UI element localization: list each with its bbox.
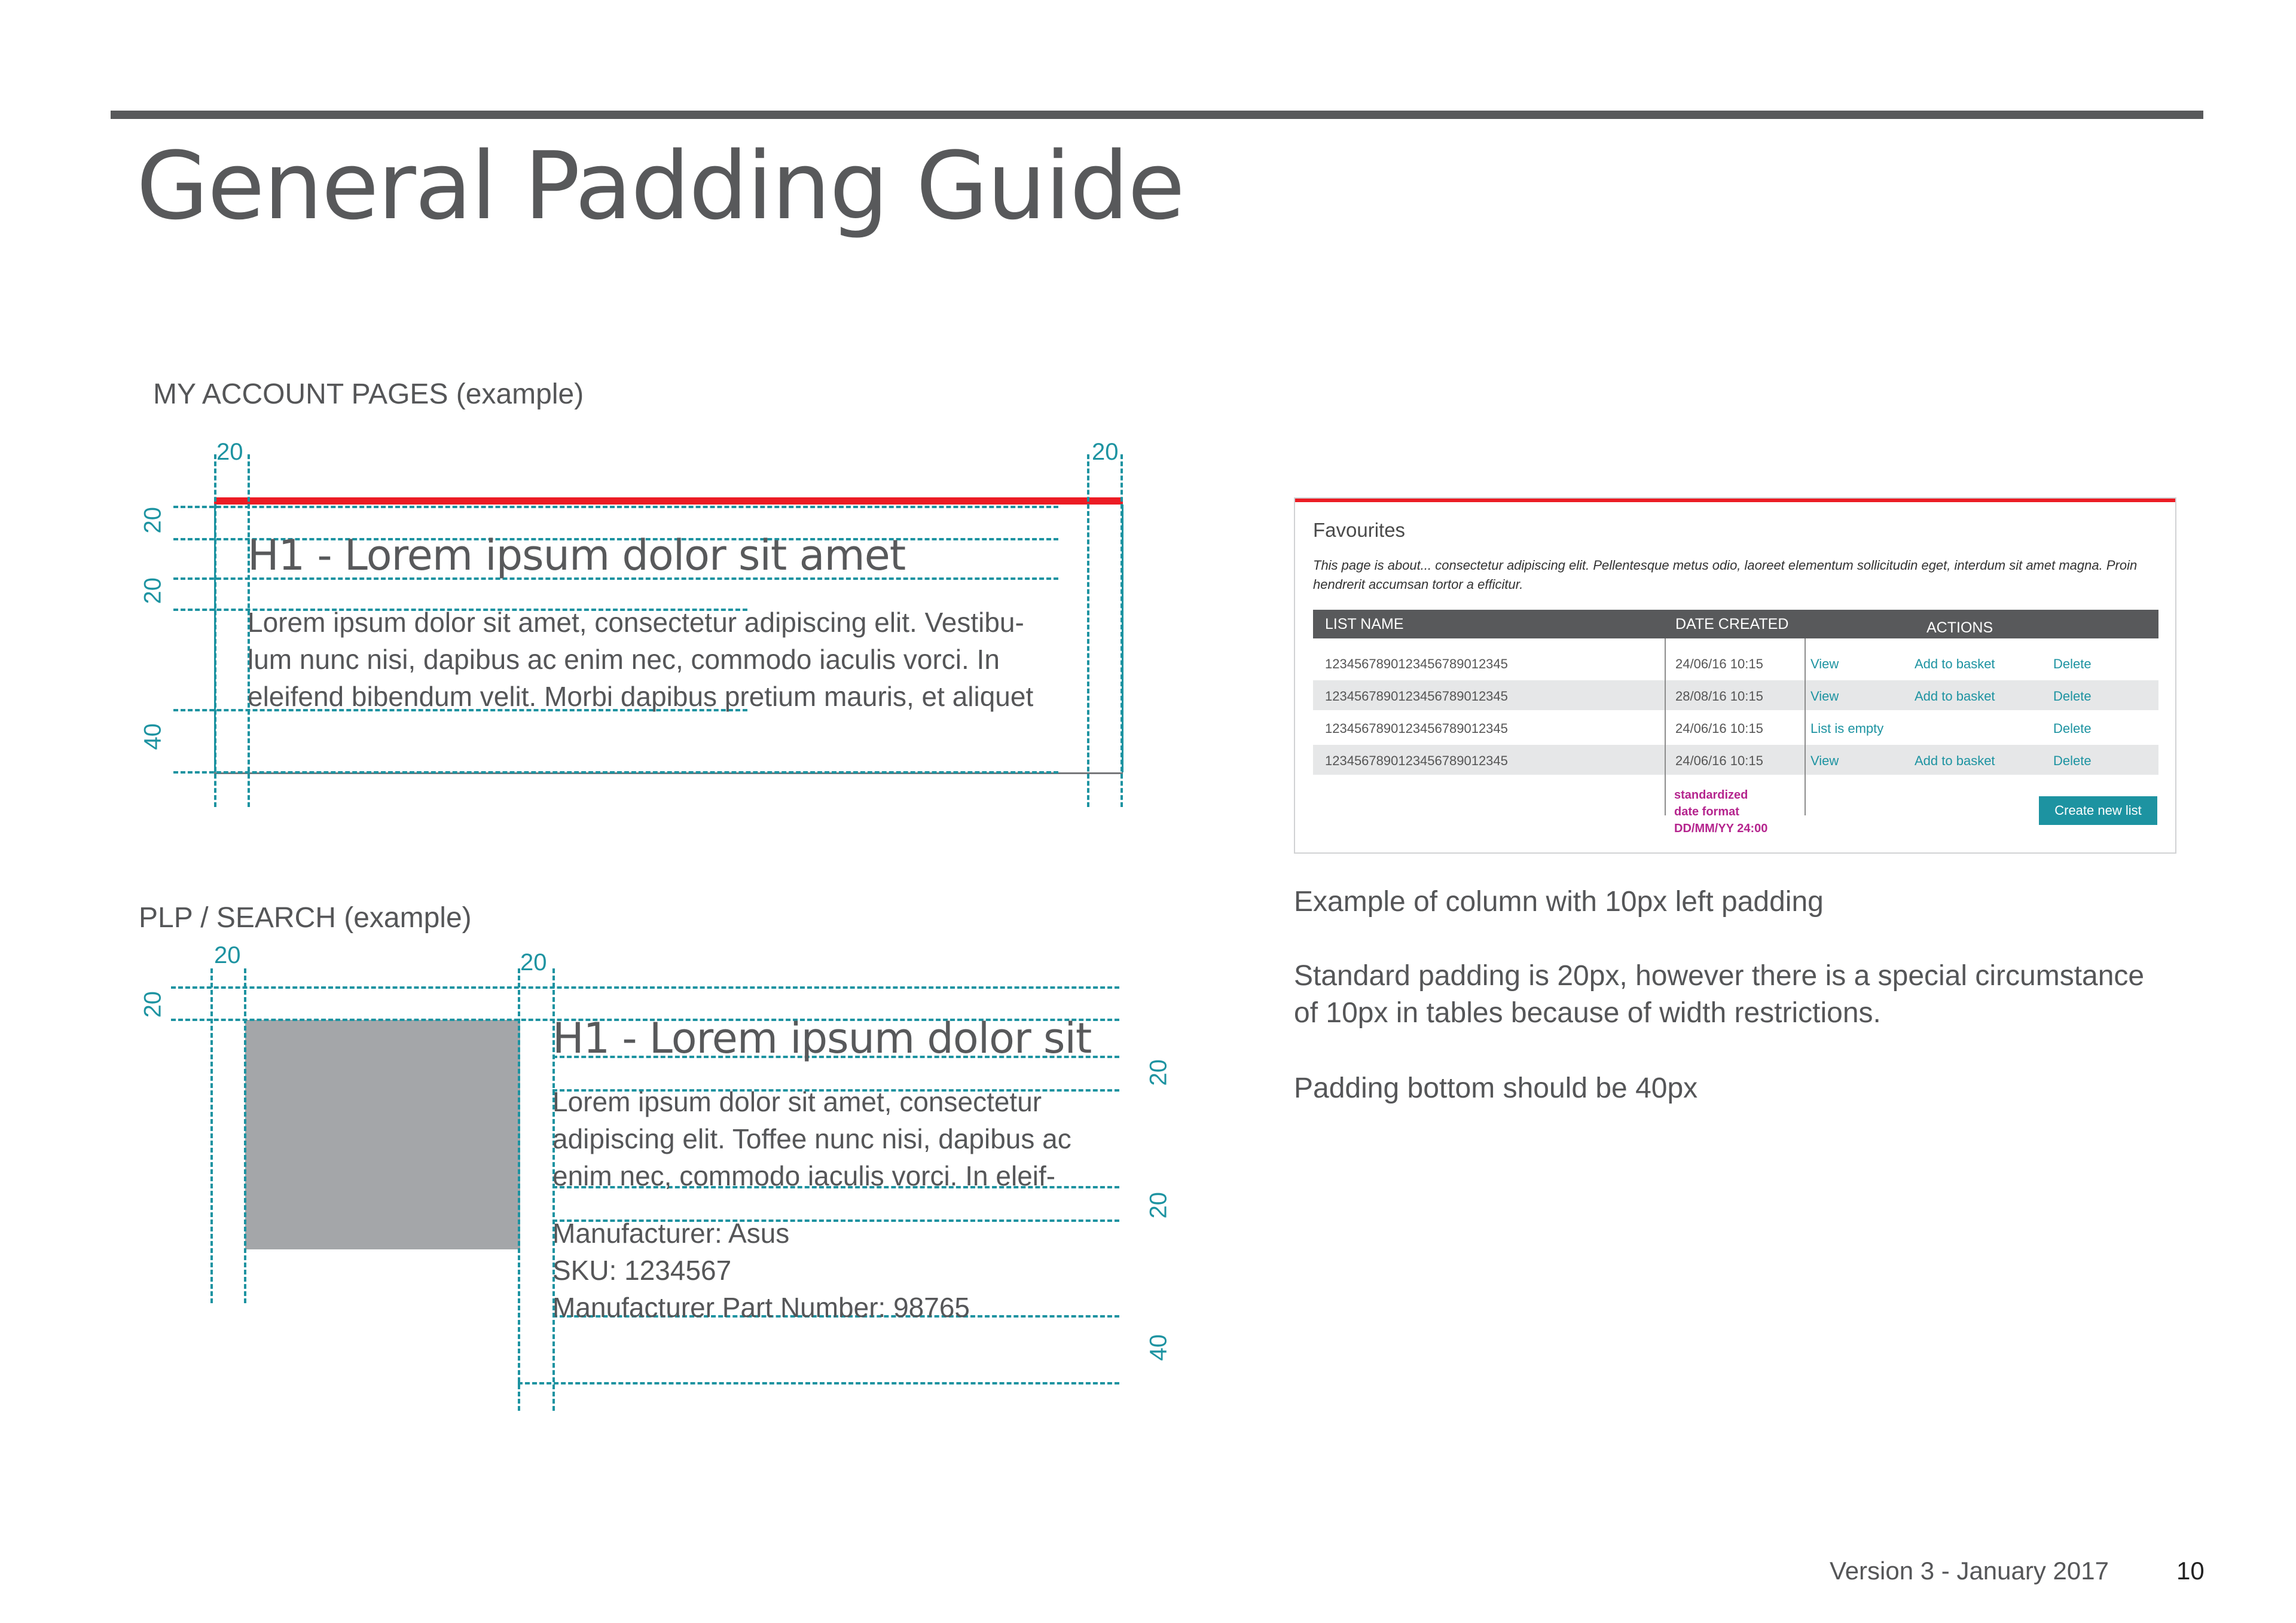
page-number: 10: [2176, 1557, 2205, 1585]
date-format-note-3: DD/MM/YY 24:00: [1674, 822, 1768, 835]
row-view-link[interactable]: View: [1810, 689, 1839, 704]
note-column-padding: Example of column with 10px left padding: [1294, 886, 1824, 918]
date-format-note-1: standardized: [1674, 788, 1748, 802]
footer-version: Version 3 - January 2017: [1830, 1557, 2109, 1585]
account-body-line-3: eleifend bibendum velit. Morbi dapibus pretium mauris, et aliquet: [248, 681, 1034, 712]
plp-detail-manufacturer: Manufacturer: Asus: [552, 1218, 790, 1249]
row-add-to-basket-link[interactable]: Add to basket: [1915, 656, 1995, 671]
row-date: 28/08/16 10:15: [1675, 689, 1763, 704]
account-side-num-1: 20: [139, 507, 166, 534]
row-list-empty-text: List is empty: [1810, 721, 1884, 736]
account-heading: H1 - Lorem ipsum dolor sit amet: [248, 531, 906, 580]
row-date: 24/06/16 10:15: [1675, 656, 1763, 671]
header-list-name: LIST NAME: [1325, 616, 1404, 632]
table-row: [1313, 680, 2158, 710]
row-date: 24/06/16 10:15: [1675, 721, 1763, 736]
top-rule: [111, 111, 2203, 119]
account-guide-v4: [1120, 454, 1123, 807]
date-column-divider: [1665, 638, 1666, 815]
plp-body-line-2: adipiscing elit. Toffee nunc nisi, dapibus ac: [552, 1123, 1071, 1154]
row-list-name: 1234567890123456789012345: [1325, 721, 1508, 736]
header-date-created: DATE CREATED: [1675, 616, 1789, 632]
row-delete-link[interactable]: Delete: [2053, 721, 2092, 736]
note-standard-line-1: Standard padding is 20px, however there is a special circumstance: [1294, 960, 2145, 992]
row-view-link[interactable]: View: [1810, 753, 1839, 768]
account-side-num-3: 40: [139, 723, 166, 750]
favourites-table-header: [1313, 610, 2158, 638]
account-guide-v3: [1087, 454, 1089, 807]
plp-body-line-1: Lorem ipsum dolor sit amet, consectetur: [552, 1086, 1042, 1117]
plp-body-line-3: enim nec, commodo iaculis vorci. In eleif-: [552, 1160, 1056, 1191]
row-date: 24/06/16 10:15: [1675, 753, 1763, 768]
account-red-bar: [214, 497, 1123, 505]
header-actions: ACTIONS: [1926, 619, 1993, 636]
table-row: [1313, 648, 2158, 678]
page-title: General Padding Guide: [136, 132, 1184, 240]
create-new-list-button[interactable]: Create new list: [2039, 796, 2157, 825]
favourites-screenshot: [1294, 497, 2176, 854]
plp-detail-sku: SKU: 1234567: [552, 1255, 732, 1286]
account-guide-h1: [173, 506, 1058, 508]
row-delete-link[interactable]: Delete: [2053, 656, 2092, 671]
account-top-left-num: 20: [216, 439, 243, 465]
row-delete-link[interactable]: Delete: [2053, 689, 2092, 704]
account-body-line-1: Lorem ipsum dolor sit amet, consectetur adipiscing elit. Vestibu-: [248, 607, 1024, 638]
account-side-num-2: 20: [139, 577, 166, 604]
plp-right-num-1: 20: [1145, 1059, 1172, 1086]
note-standard-line-2: of 10px in tables because of width restrictions.: [1294, 997, 1881, 1029]
favourites-title: Favourites: [1313, 519, 1406, 541]
plp-top-num-2: 20: [520, 949, 547, 976]
row-view-link[interactable]: View: [1810, 656, 1839, 671]
plp-guide-h8: [518, 1382, 1119, 1384]
plp-left-num: 20: [139, 991, 166, 1018]
plp-heading: H1 - Lorem ipsum dolor sit: [552, 1014, 1092, 1063]
row-list-name: 1234567890123456789012345: [1325, 753, 1508, 768]
product-image-placeholder: [245, 1020, 520, 1249]
account-section-label: MY ACCOUNT PAGES (example): [153, 378, 584, 410]
account-body-line-2: lum nunc nisi, dapibus ac enim nec, commodo iaculis vorci. In: [248, 644, 1000, 675]
row-add-to-basket-link[interactable]: Add to basket: [1915, 689, 1995, 704]
row-list-name: 1234567890123456789012345: [1325, 656, 1508, 671]
plp-guide-v3: [518, 968, 520, 1411]
row-add-to-basket-link[interactable]: Add to basket: [1915, 753, 1995, 768]
row-list-name: 1234567890123456789012345: [1325, 689, 1508, 704]
plp-detail-part-number: Manufacturer Part Number: 98765: [552, 1292, 970, 1323]
date-format-note-2: date format: [1674, 805, 1739, 818]
plp-right-num-2: 20: [1145, 1192, 1172, 1219]
note-padding-bottom: Padding bottom should be 40px: [1294, 1072, 1698, 1104]
plp-right-num-3: 40: [1145, 1334, 1172, 1361]
account-guide-h6: [173, 771, 1058, 774]
plp-section-label: PLP / SEARCH (example): [139, 902, 472, 934]
row-delete-link[interactable]: Delete: [2053, 753, 2092, 768]
favourites-description: This page is about... consectetur adipiscing elit. Pellentesque metus odio, laoreet elementum sollicitudin eget, interdum sit amet magna. Proin hendrerit accumsan tortor a efficitur.: [1313, 558, 2138, 592]
table-row: [1313, 713, 2158, 742]
plp-guide-h1: [171, 986, 1119, 989]
account-top-right-num: 20: [1092, 439, 1119, 465]
plp-top-num-1: 20: [214, 942, 241, 968]
table-row: [1313, 745, 2158, 775]
favourites-red-bar: [1295, 499, 2175, 502]
actions-column-divider: [1805, 638, 1806, 815]
